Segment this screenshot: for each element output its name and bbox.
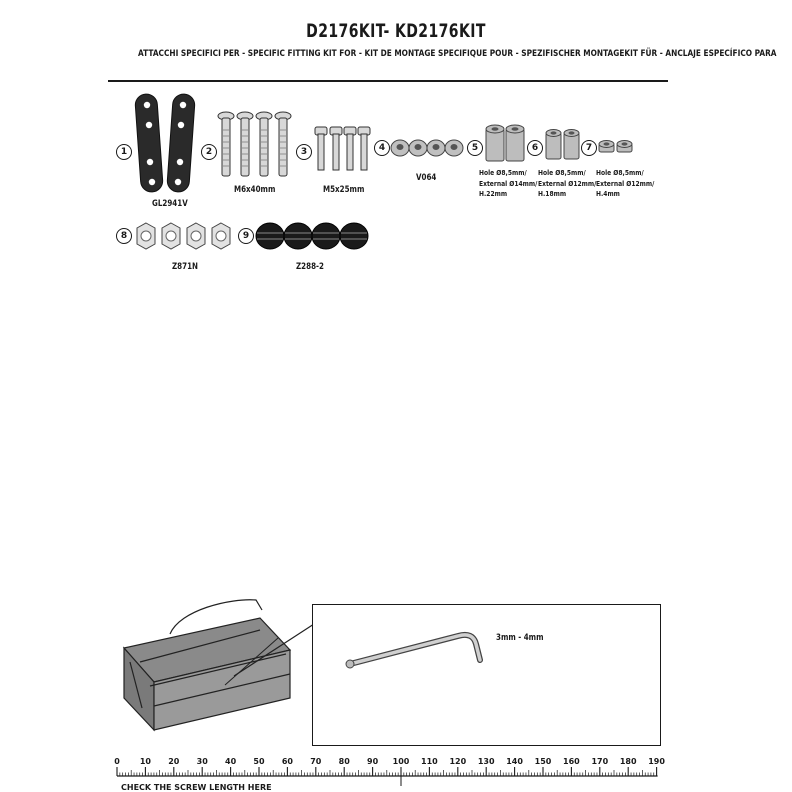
spacers-h18-illustration [544, 128, 582, 162]
screw-length-ruler [108, 756, 668, 792]
washers-illustration [390, 136, 466, 160]
part-number-5: 5 [467, 140, 483, 156]
ruler-tick-label: 60 [281, 757, 293, 766]
part-number-6: 6 [527, 140, 543, 156]
part-number-8: 8 [116, 228, 132, 244]
part-code-4: V064 [416, 172, 437, 182]
screws-m5x25-illustration [310, 124, 374, 172]
ruler-tick-label: 130 [477, 757, 495, 766]
part-number-4: 4 [374, 140, 390, 156]
header-divider [108, 80, 668, 82]
ruler-tick-label: 190 [648, 757, 665, 766]
part-dims-5: Hole Ø8,5mm/ External Ø14mm/ H.22mm [479, 168, 538, 198]
ruler-tick-label: 70 [310, 757, 322, 766]
allen-key-icon [340, 622, 490, 672]
spacers-h4-illustration [597, 138, 635, 158]
ruler-tick-label: 0 [114, 757, 120, 766]
ruler-tick-label: 140 [506, 757, 523, 766]
ruler-tick-label: 120 [449, 757, 467, 766]
part-number-1: 1 [116, 144, 132, 160]
ruler-tick-label: 180 [619, 757, 637, 766]
ruler-tick-label: 20 [168, 757, 180, 766]
part-code-9: Z288-2 [296, 261, 324, 271]
part-dims-7: Hole Ø8,5mm/ External Ø12mm/ H.4mm [596, 168, 655, 198]
callout-leader [230, 620, 320, 680]
bracket-plates-illustration [134, 92, 200, 196]
ruler-caption: CHECK THE SCREW LENGTH HERE [121, 783, 272, 792]
ruler-tick-label: 170 [591, 757, 609, 766]
part-number-9: 9 [238, 228, 254, 244]
part-size-2: M6x40mm [234, 184, 276, 194]
ruler-tick-label: 80 [338, 757, 350, 766]
part-number-7: 7 [581, 140, 597, 156]
ruler-tick-label: 150 [534, 757, 552, 766]
part-code-1: GL2941V [152, 198, 188, 208]
part-number-2: 2 [201, 144, 217, 160]
ruler-tick-label: 50 [253, 757, 265, 766]
spacers-h22-illustration [484, 124, 528, 164]
allen-key-size: 3mm - 4mm [496, 632, 544, 642]
ruler-tick-label: 30 [196, 757, 208, 766]
nuts-illustration [134, 220, 234, 252]
rubber-grommets-illustration [254, 220, 372, 252]
part-number-3: 3 [296, 144, 312, 160]
part-dims-6: Hole Ø8,5mm/ External Ø12mm/ H.18mm [538, 168, 597, 198]
ruler-tick-label: 90 [367, 757, 379, 766]
part-code-8: Z871N [172, 261, 198, 271]
screws-m6x40-illustration [214, 110, 298, 180]
ruler-tick-label: 40 [225, 757, 237, 766]
part-size-3: M5x25mm [323, 184, 365, 194]
ruler-tick-label: 160 [563, 757, 580, 766]
ruler-tick-label: 110 [421, 757, 438, 766]
page-subtitle: ATTACCHI SPECIFICI PER - SPECIFIC FITTING KIT FOR - KIT DE MONTAGE SPECIFIQUE POUR - SPEZIFISCHER MONTAGEKIT FÜR - ANCLAJE ESPECÍFICO PARA [138, 49, 777, 59]
ruler-tick-label: 10 [139, 757, 151, 766]
ruler-tick-label: 100 [392, 757, 410, 766]
page-title: D2176KIT- KD2176KIT [306, 20, 486, 42]
